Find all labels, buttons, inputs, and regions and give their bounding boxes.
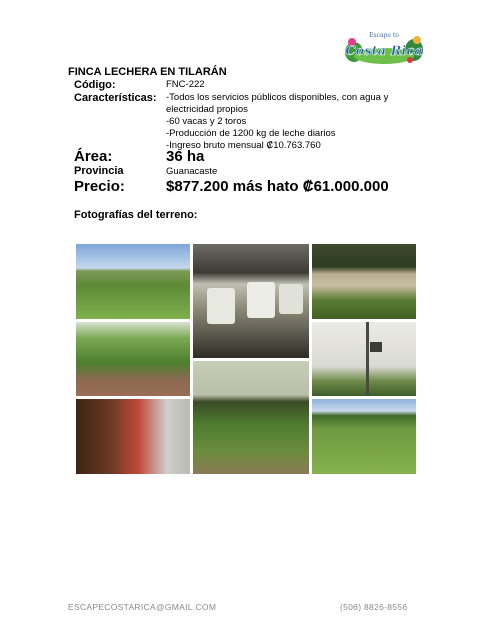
logo-graphic <box>344 28 424 68</box>
provincia-value: Guanacaste <box>166 166 218 177</box>
caracteristicas-list <box>166 92 388 152</box>
area-value: 36 ha <box>166 148 205 165</box>
listing-title: FINCA LECHERA EN TILARÁN <box>68 66 227 78</box>
photo-open-pasture <box>312 399 416 474</box>
caracteristica-line: -Producción de 1200 kg de leche diarios <box>166 128 336 139</box>
logo-line1: Escape to <box>369 32 399 39</box>
caracteristica-line: electricidad propios <box>166 104 248 115</box>
codigo-value: FNC-222 <box>166 79 205 90</box>
codigo-label: Código: <box>74 79 116 91</box>
photo-pasture-hills <box>76 244 190 319</box>
caracteristica-line: -Todos los servicios públicos disponibles, con agua y <box>166 92 389 103</box>
photos-heading: Fotografías del terreno: <box>74 209 198 221</box>
precio-value: $877.200 más hato ₡61.000.000 <box>166 178 389 195</box>
photo-milking-barn <box>76 399 190 474</box>
caracteristicas-label: Características: <box>74 92 157 104</box>
caracteristica-line: -Ingreso bruto mensual ₡10.763.760 <box>166 140 321 151</box>
precio-label: Precio: <box>74 178 125 195</box>
caracteristica-line: -60 vacas y 2 toros <box>166 116 247 127</box>
company-logo <box>344 28 424 68</box>
area-label: Área: <box>74 148 113 165</box>
provincia-label: Provincia <box>74 165 124 177</box>
photo-milk-tanks <box>193 244 309 358</box>
photo-water-tank <box>312 244 416 319</box>
photo-cattle-field <box>193 361 309 474</box>
footer-phone[interactable]: (506) 8826-8556 <box>340 602 408 612</box>
photo-dirt-road <box>76 322 190 396</box>
logo-line2: Costa Rica <box>345 44 423 59</box>
photo-power-line <box>312 322 416 396</box>
footer-email[interactable]: ESCAPECOSTARICA@GMAIL.COM <box>68 602 217 612</box>
